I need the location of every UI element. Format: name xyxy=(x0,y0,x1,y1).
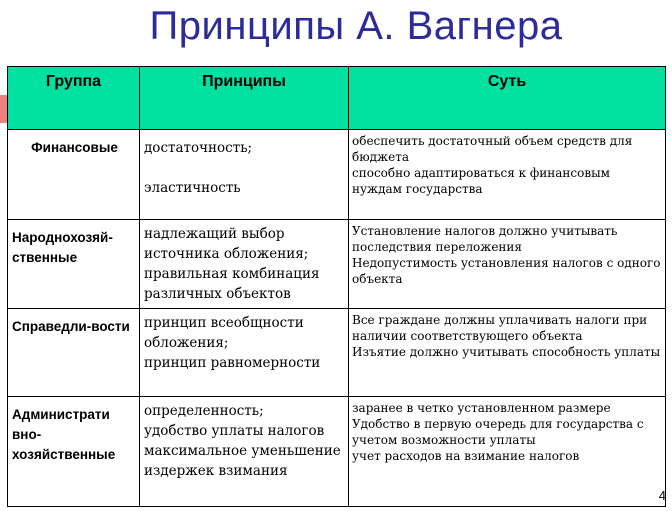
essence-item: Установление налогов должно учитывать последствия переложения xyxy=(352,224,618,254)
slide-title: Принципы А. Вагнера xyxy=(149,4,563,48)
principle-item: удобство уплаты налогов xyxy=(144,423,325,439)
principle-item: эластичность xyxy=(144,180,241,196)
essence-item: Недопустимость установления налогов с одного объекта xyxy=(352,256,661,286)
essence-cell xyxy=(349,220,666,309)
essence-cell xyxy=(349,130,666,220)
page-number: 4 xyxy=(658,488,666,503)
essence-item: Удобство в первую очередь для государства с учетом возможности уплаты xyxy=(352,417,644,447)
principles-cell xyxy=(140,220,349,309)
header-essence: Суть xyxy=(349,67,666,130)
essence-item: обеспечить достаточный объем средств для бюджета xyxy=(352,134,633,164)
header-group: Группа xyxy=(8,67,140,130)
principle-item: надлежащий выбор источника обложения; xyxy=(144,226,309,262)
essence-cell xyxy=(349,397,666,507)
group-cell: Финансовые xyxy=(8,130,140,220)
essence-item: Все граждане должны уплачивать налоги при наличии соответствующего объекта xyxy=(352,313,648,343)
principle-item: принцип всеобщности обложения; xyxy=(144,315,304,351)
principles-table xyxy=(7,66,666,507)
principles-cell xyxy=(140,130,349,220)
essence-item: заранее в четко установленном размере xyxy=(352,401,611,415)
table-row xyxy=(8,130,666,220)
table-row xyxy=(8,397,666,507)
table-row xyxy=(8,220,666,309)
group-cell: Справедли-вости xyxy=(8,309,140,397)
principle-item: правильная комбинация различных объектов xyxy=(144,266,320,302)
principles-cell xyxy=(140,397,349,507)
principle-item: принцип равномерности xyxy=(144,355,321,371)
principle-item: определенность; xyxy=(144,403,264,419)
essence-item: учет расходов на взимание налогов xyxy=(352,449,580,463)
essence-item: способно адаптироваться к финансовым нуждам государства xyxy=(352,166,611,196)
table-header-row xyxy=(8,67,666,130)
essence-item: Изъятие должно учитывать способность уплаты xyxy=(352,345,661,359)
header-principles: Принципы xyxy=(140,67,349,130)
principles-cell xyxy=(140,309,349,397)
group-cell: Народнохозяй-ственные xyxy=(8,220,140,309)
group-cell: Администрати вно-хозяйственные xyxy=(8,397,140,507)
table-row xyxy=(8,309,666,397)
principle-item: максимальное уменьшение издержек взимания xyxy=(144,443,341,479)
essence-cell xyxy=(349,309,666,397)
principle-item: достаточность; xyxy=(144,140,253,156)
